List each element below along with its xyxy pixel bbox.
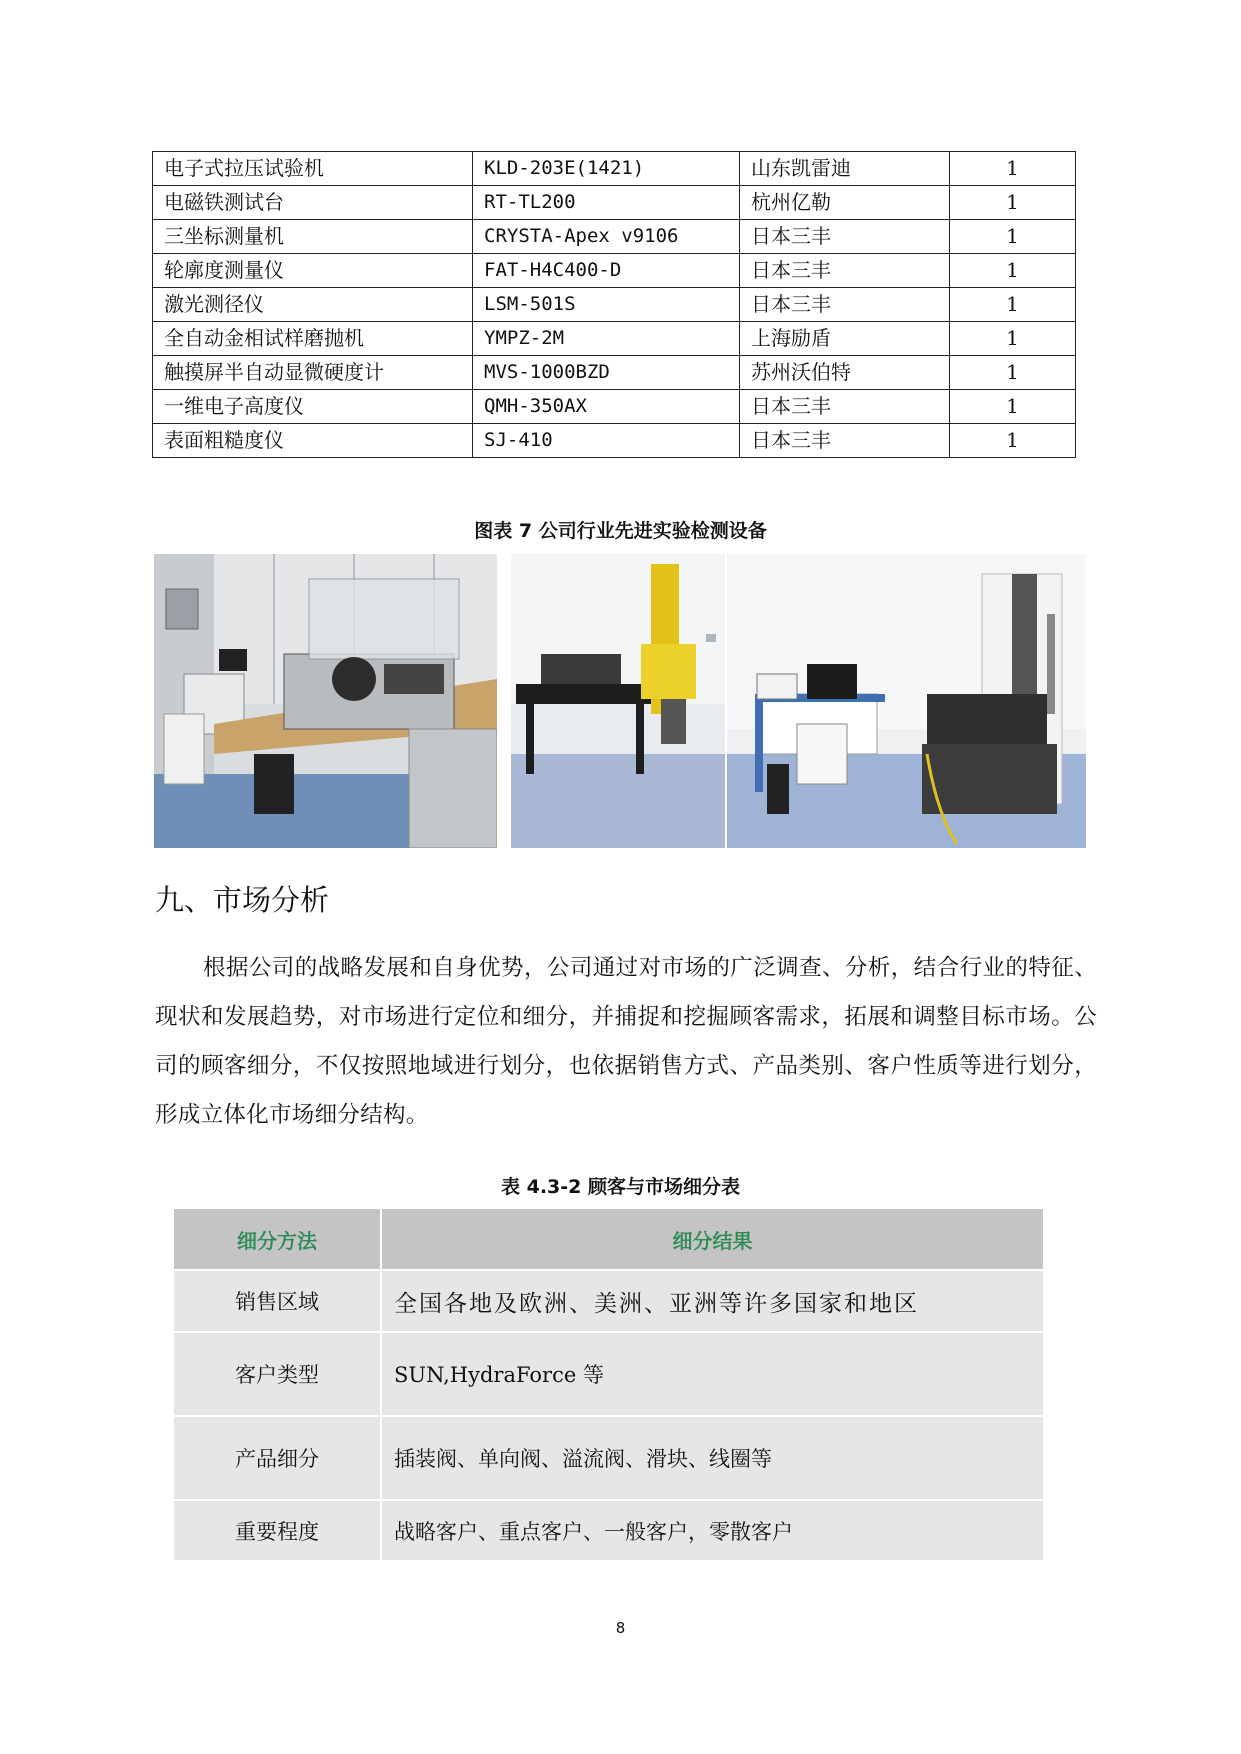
equipment-model: KLD-203E(1421) [473,152,740,186]
equipment-maker: 日本三丰 [740,288,950,322]
equipment-qty: 1 [950,322,1076,356]
equipment-maker: 上海励盾 [740,322,950,356]
column-header-method: 细分方法 [174,1209,381,1270]
table-row [153,322,1076,356]
segment-result: 插装阀、单向阀、溢流阀、滑块、线圈等 [381,1416,1043,1500]
table-row [153,288,1076,322]
equipment-model: MVS-1000BZD [473,356,740,390]
section-heading: 九、市场分析 [155,883,330,917]
table-row [153,254,1076,288]
equipment-maker: 山东凯雷迪 [740,152,950,186]
equipment-name: 表面粗糙度仪 [153,424,473,458]
table-row [153,390,1076,424]
table-caption: 表 4.3-2 顾客与市场细分表 [501,1176,740,1198]
equipment-name: 全自动金相试样磨抛机 [153,322,473,356]
table-row [153,186,1076,220]
lab-photo-tensile-tester [154,554,497,848]
equipment-model: LSM-501S [473,288,740,322]
equipment-maker: 日本三丰 [740,254,950,288]
equipment-table [152,151,1076,458]
equipment-qty: 1 [950,288,1076,322]
lab-photo-robot-fixture [511,554,725,848]
equipment-qty: 1 [950,390,1076,424]
column-header-result: 细分结果 [381,1209,1043,1270]
segment-result: SUN,HydraForce 等 [381,1332,1043,1416]
equipment-name: 电子式拉压试验机 [153,152,473,186]
equipment-name: 一维电子高度仪 [153,390,473,424]
equipment-model: QMH-350AX [473,390,740,424]
table-row [153,424,1076,458]
page-number: 8 [615,1619,626,1637]
equipment-qty: 1 [950,254,1076,288]
table-row [153,356,1076,390]
equipment-name: 电磁铁测试台 [153,186,473,220]
equipment-qty: 1 [950,152,1076,186]
equipment-model: RT-TL200 [473,186,740,220]
lab-photo-cmm [727,554,1086,848]
equipment-qty: 1 [950,356,1076,390]
equipment-name: 三坐标测量机 [153,220,473,254]
table-row [174,1332,1043,1416]
market-segment-table [174,1209,1043,1560]
equipment-name: 激光测径仪 [153,288,473,322]
equipment-model: CRYSTA-Apex v9106 [473,220,740,254]
figure-caption: 图表 7 公司行业先进实验检测设备 [474,520,767,542]
segment-result: 战略客户、重点客户、一般客户，零散客户 [381,1500,1043,1560]
equipment-qty: 1 [950,186,1076,220]
equipment-maker: 日本三丰 [740,390,950,424]
table-row [174,1270,1043,1332]
segment-method: 产品细分 [174,1416,381,1500]
equipment-maker: 日本三丰 [740,220,950,254]
equipment-maker: 苏州沃伯特 [740,356,950,390]
equipment-qty: 1 [950,220,1076,254]
table-row [153,220,1076,254]
segment-method: 客户类型 [174,1332,381,1416]
table-row [174,1500,1043,1560]
segment-method: 重要程度 [174,1500,381,1560]
equipment-maker: 杭州亿勒 [740,186,950,220]
equipment-name: 触摸屏半自动显微硬度计 [153,356,473,390]
table-row [153,152,1076,186]
equipment-qty: 1 [950,424,1076,458]
equipment-name: 轮廓度测量仪 [153,254,473,288]
table-row [174,1416,1043,1500]
equipment-model: FAT-H4C400-D [473,254,740,288]
equipment-maker: 日本三丰 [740,424,950,458]
equipment-model: SJ-410 [473,424,740,458]
table-header-row [174,1209,1043,1270]
segment-method: 销售区域 [174,1270,381,1332]
segment-result: 全国各地及欧洲、美洲、亚洲等许多国家和地区 [381,1270,1043,1332]
equipment-model: YMPZ-2M [473,322,740,356]
body-paragraph: 根据公司的战略发展和自身优势，公司通过对市场的广泛调查、分析，结合行业的特征、现状和发展趋势，对市场进行定位和细分，并捕捉和挖掘顾客需求，拓展和调整目标市场。公司的顾客细分，不仅按照地域进行划分，也依据销售方式、产品类别、客户性质等进行划分，形成立体化市场细分结构。 [155,955,1097,1128]
